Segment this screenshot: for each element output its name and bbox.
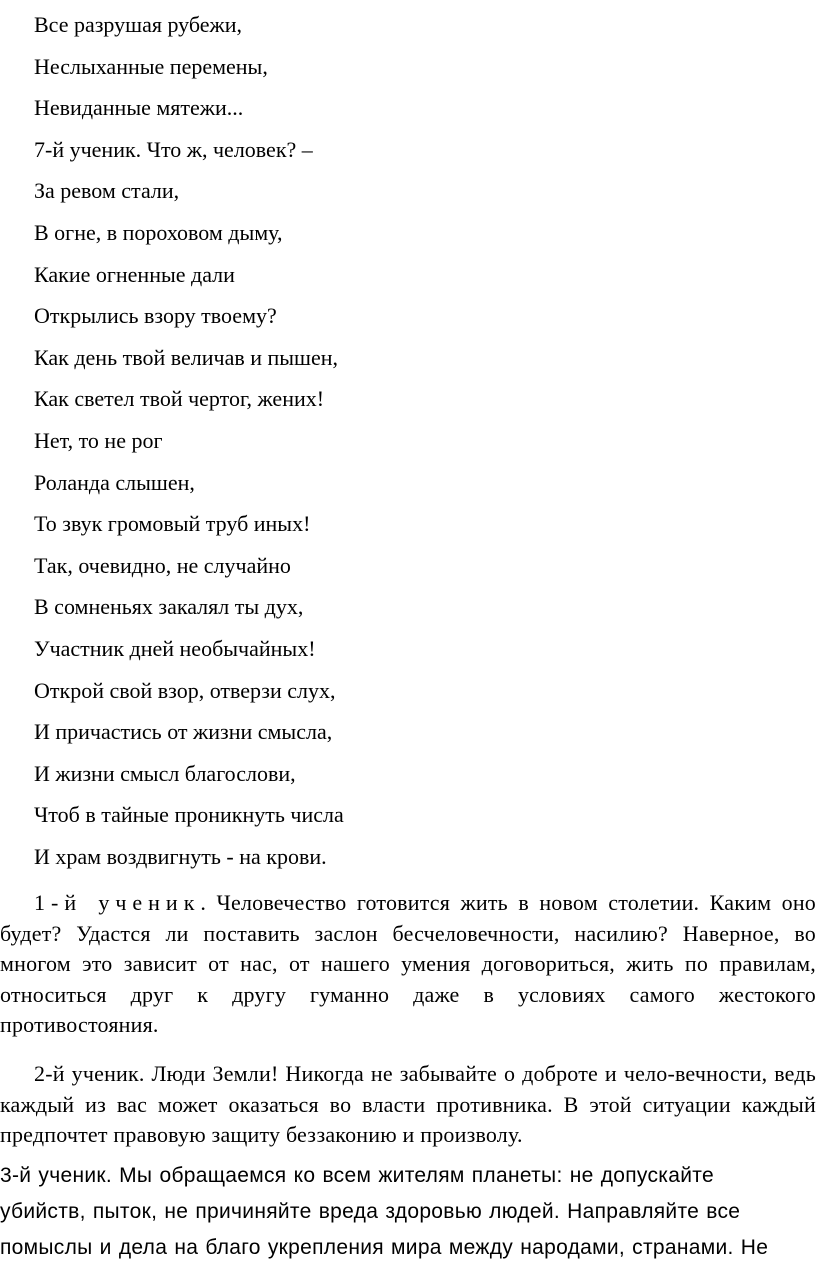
verse-line: И храм воздвигнуть - на крови. <box>34 843 327 869</box>
paragraph-line: помыслы и дела на благо укрепления мира между народами, странами. Не <box>0 1236 769 1259</box>
verse-line: Как светел твой чертог, жених! <box>34 386 325 412</box>
verse-line: Открылись взору твоему? <box>34 303 277 329</box>
poem-verse <box>34 4 794 877</box>
verse-line: И причастись от жизни смысла, <box>34 719 333 745</box>
verse-line: Невиданные мятежи... <box>34 95 244 121</box>
verse-line: В сомненьях закалял ты дух, <box>34 594 304 620</box>
verse-line: Роланда слышен, <box>34 469 195 495</box>
paragraph-first-student <box>0 888 816 1041</box>
verse-line: Открой свой взор, отверзи слух, <box>34 677 336 703</box>
verse-line: Как день твой величав и пышен, <box>34 344 339 370</box>
verse-line: Нет, то не рог <box>34 427 163 453</box>
paragraph-second-student: 2-й ученик. Люди Земли! Никогда не забывайте о доброте и чело-вечности, ведь каждый из вас может оказаться во власти противника. В этой ситуации каждый предпочтет правовую защиту беззаконию и произволу. <box>0 1061 816 1148</box>
speaker-label: 1-й ученик <box>34 890 201 915</box>
verse-line: Так, очевидно, не случайно <box>34 552 291 578</box>
verse-line: В огне, в пороховом дыму, <box>34 219 283 245</box>
paragraph-text: . Человечество готовится жить в новом столетии. Каким оно будет? Удастся ли поставить заслон бесчеловечности, насилию? Наверное, во многом это зависит от нас, от нашего умения договориться, жить по правилам, относиться друг к другу гуманно даже в условиях самого жестокого противостояния. <box>0 890 816 1038</box>
verse-line: Участник дней необычайных! <box>34 635 316 661</box>
verse-line: Неслыханные перемены, <box>34 53 268 79</box>
verse-line: Какие огненные дали <box>34 261 235 287</box>
verse-line: 7-й ученик. Что ж, человек? – <box>34 136 313 162</box>
paragraph-third-student <box>0 1158 816 1266</box>
verse-line: За ревом стали, <box>34 178 180 204</box>
paragraph-line: убийств, пыток, не причиняйте вреда здоровью людей. Направляйте все <box>0 1200 741 1223</box>
verse-line: То звук громовый труб иных! <box>34 511 311 537</box>
paragraph-line: 3-й ученик. Мы обращаемся ко всем жителям планеты: не допускайте <box>0 1164 714 1187</box>
verse-line: Чтоб в тайные проникнуть числа <box>34 802 344 828</box>
verse-line: И жизни смысл благослови, <box>34 760 296 786</box>
verse-line: Все разрушая рубежи, <box>34 12 243 37</box>
